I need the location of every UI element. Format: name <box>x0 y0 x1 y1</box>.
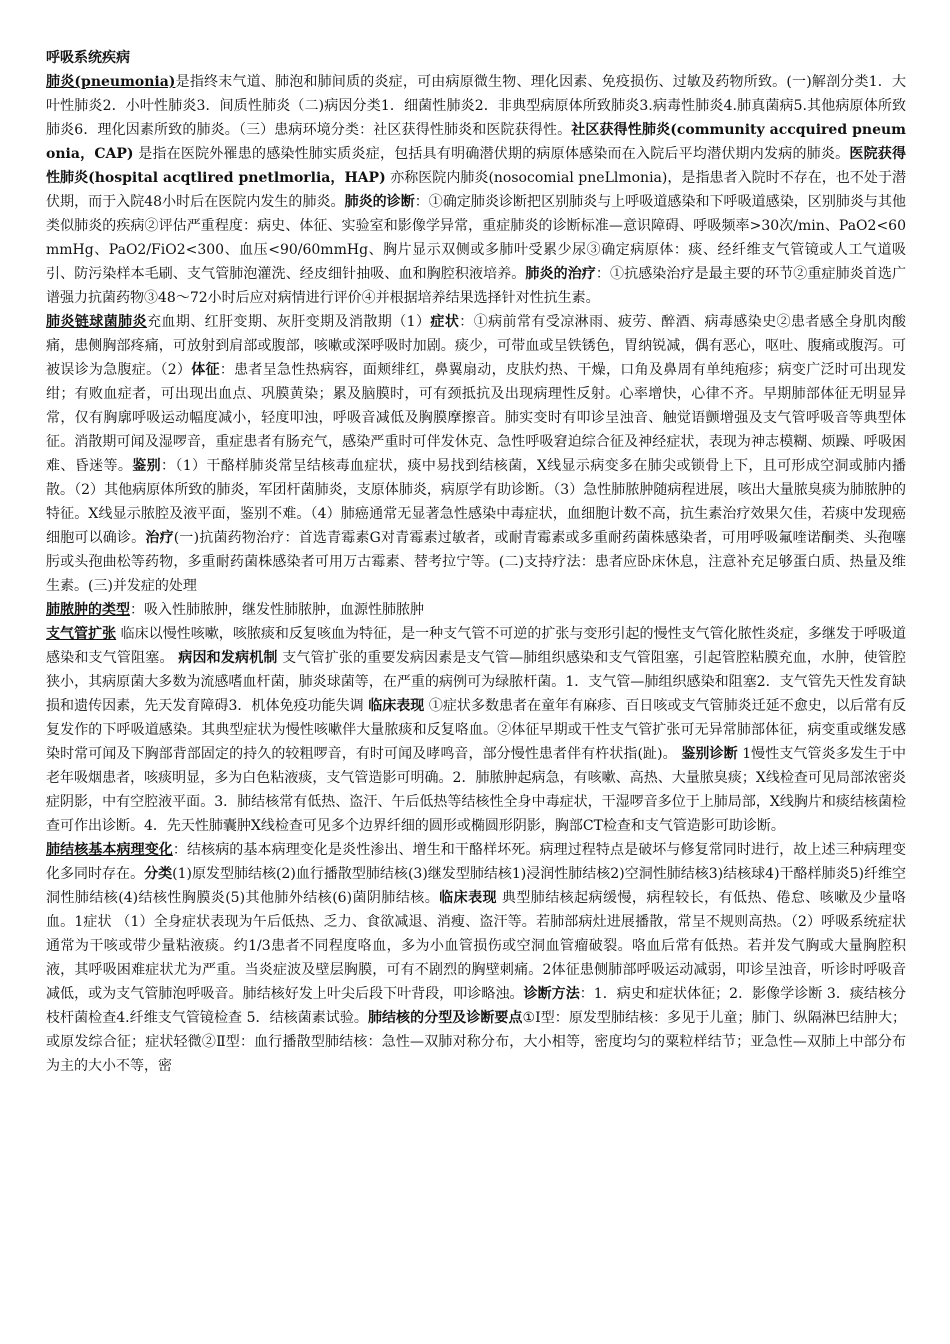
document-title: 呼吸系统疾病 <box>46 50 130 66</box>
paragraph <box>46 838 906 1078</box>
bold-term: 临床表现 <box>368 698 425 714</box>
paragraph <box>46 598 906 622</box>
body-text: ：（1）干酪样肺炎常呈结核毒血症状，痰中易找到结核菌，X线显示病变多在肺尖或锁骨上下，且可形成空洞或肺内播散。（2）其他病原体所致的肺炎，军团杆菌肺炎，支原体肺炎，病原学有助诊断。（3）急性肺脓肿随病程进展，咳出大量脓臭痰为肺脓肿的特征。X线显示脓腔及液平面，鉴别不难。（4）肺癌通常无显著急性感染中毒症状，血细胞计数不高，抗生素治疗效果欠佳，若痰中发现癌细胞可以确诊。 <box>46 458 907 546</box>
body-text: 支气管扩张的重要发病因素是支气管—肺组织感染和支气管阻塞，引起管腔粘膜充血，水肿，使管腔狭小，其病原菌大多数为流感嗜血杆菌，肺炎球菌等，在严重的病例可为绿脓杆菌。1．支气管—肺组织感染和阻塞2．支气管先天性发育缺损和遗传因素，先天发育障碍3．机体免疫功能失调 <box>46 650 907 714</box>
bold-term: 治疗 <box>145 530 174 546</box>
body-text: ①症状多数患者在童年有麻疹、百日咳或支气管肺炎迁延不愈史，以后常有反复发作的下呼吸道感染。其典型症状为慢性咳嗽伴大量脓痰和反复咯血。②体征早期或干性支气管扩张可无异常肺部体征，病变重或继发感染时常可闻及下胸部背部固定的持久的较粗啰音，有时可闻及哮鸣音，部分慢性患者伴有杵状指(趾)。 <box>46 698 907 762</box>
bold-term: 症状 <box>430 314 460 330</box>
body-text: ：①病前常有受凉淋雨、疲劳、醉酒、病毒感染史②患者感全身肌肉酸痛，患侧胸部疼痛，可放射到肩部或腹部，咳嗽或深呼吸时加剧。痰少，可带血或呈铁锈色，胃纳锐减，偶有恶心，呕吐、腹痛或腹泻。可被误诊为急腹症。（2） <box>46 314 907 378</box>
body-text: ：①确定肺炎诊断把区别肺炎与上呼吸道感染和下呼吸道感染，区别肺炎与其他类似肺炎的疾病②评估严重程度：病史、体征、实验室和影像学异常，重症肺炎的诊断标准—意识障碍、呼吸频率>30次/min、PaO2<60mmHg、PaO2/FiO2<300、血压<90/60mmHg、胸片显示双侧或多肺叶受累少尿③确定病原体：痰、经纤维支气管镜或人工气道吸引、防污染样本毛刷、支气管肺泡灌洗、经皮细针抽吸、血和胸腔积液培养。 <box>46 194 906 282</box>
bold-term: 社区获得性肺炎(community accquired pneumonia，CAP) <box>46 122 906 162</box>
body-text: (一)抗菌药物治疗：首选青霉素G对青霉素过敏者，或耐青霉素或多重耐药菌株感染者，可用呼吸氟喹诺酮类、头孢噻肟或头孢曲松等药物，多重耐药菌株感染者可用万古霉素、替考拉宁等。(二)支持疗法：患者应卧床休息，注意补充足够蛋白质、热量及维生素。(三)并发症的处理 <box>46 530 907 594</box>
body-text: 充血期、红肝变期、灰肝变期及消散期（1） <box>146 314 431 330</box>
bold-term: 诊断方法 <box>523 986 580 1002</box>
body-text: (1)原发型肺结核(2)血行播散型肺结核(3)继发型肺结核1)浸润性肺结核2)空洞性肺结核3)结核球4)干酪样肺炎5)纤维空洞性肺结核(4)结核性胸膜炎(5)其他肺外结核(6)菌阴肺结核。 <box>46 866 907 906</box>
section-heading: 肺结核基本病理变化 <box>46 842 173 858</box>
section-heading: 肺炎链球菌肺炎 <box>46 314 147 330</box>
paragraph <box>46 622 906 838</box>
bold-term: 体征 <box>191 362 220 378</box>
bold-term: 临床表现 <box>439 890 497 906</box>
bold-term: 肺炎的诊断 <box>344 194 415 210</box>
body-text: ：吸入性肺脓肿，继发性肺脓肿，血源性肺脓肿 <box>130 602 424 618</box>
body-text: 是指终末气道、肺泡和肺间质的炎症，可由病原微生物、理化因素、免疫损伤、过敏及药物所致。(一)解剖分类1．大叶性肺炎2．小叶性肺炎3．间质性肺炎（二)病因分类1．细菌性肺炎2．非典型病原体所致肺炎3.病毒性肺炎4.肺真菌病5.其他病原体所致肺炎6．理化因素所致的肺炎。（三）患病环境分类：社区获得性肺炎和医院获得性。 <box>46 74 907 138</box>
body-text: ：结核病的基本病理变化是炎性渗出、增生和干酪样坏死。病理过程特点是破坏与修复常同时进行，故上述三种病理变化多同时存在。 <box>46 842 907 882</box>
bold-term: 肺结核的分型及诊断要点 <box>367 1010 523 1026</box>
body-text: 是指在医院外罹患的感染性肺实质炎症，包括具有明确潜伏期的病原体感染而在入院后平均潜伏期内发病的肺炎。 <box>133 146 850 162</box>
document-body <box>46 70 906 1078</box>
body-text: 典型肺结核起病缓慢，病程较长，有低热、倦怠、咳嗽及少量咯血。1症状 （1）全身症状表现为午后低热、乏力、食欲减退、消瘦、盗汗等。若肺部病灶进展播散，常呈不规则高热。（2）呼吸系统症状通常为干咳或带少量粘液痰。约1/3患者不同程度咯血，多为小血管损伤或空洞血管瘤破裂。咯血后常有低热。若并发气胸或大量胸腔积液，其呼吸困难症状尤为严重。当炎症波及壁层胸膜，可有不剧烈的胸壁刺痛。2体征患侧肺部呼吸运动减弱，叩诊呈浊音，听诊时呼吸音减低，或为支气管肺泡呼吸音。肺结核好发上叶尖后段下叶背段，叩诊略浊。 <box>46 890 906 1002</box>
bold-term: 肺炎的治疗 <box>525 266 596 282</box>
paragraph <box>46 310 906 598</box>
body-text: ：1．病史和症状体征；2．影像学诊断 3．痰结核分枝杆菌检查4.纤维支气管镜检查 5．结核菌素试验。 <box>46 986 907 1026</box>
section-heading: 肺炎(pneumonia) <box>46 74 176 90</box>
bold-term: 医院获得性肺炎(hospital acqtlired pnetlmorlia，HAP) <box>46 146 907 186</box>
body-text: ①Ⅰ型：原发型肺结核：多见于儿童；肺门、纵隔淋巴结肿大；或原发综合征；症状轻微②Ⅱ型：血行播散型肺结核：急性—双肺对称分布，大小相等，密度均匀的粟粒样结节；亚急性—双肺上中部分布为主的大小不等，密 <box>46 1010 906 1074</box>
section-heading: 肺脓肿的类型 <box>46 602 130 618</box>
bold-term: 病因和发病机制 <box>178 650 278 666</box>
bold-term: 鉴别 <box>132 458 161 474</box>
body-text: 亦称医院内肺炎(nosocomial pneLlmonia)，是指患者入院时不存在，也不处于潜伏期，而于入院48小时后在医院内发生的肺炎。 <box>46 170 906 210</box>
body-text: 临床以慢性咳嗽，咳脓痰和反复咳血为特征，是一种支气管不可逆的扩张与变形引起的慢性支气管化脓性炎症，多继发于呼吸道感染和支气管阻塞。 <box>46 626 907 666</box>
section-heading: 支气管扩张 <box>46 626 117 642</box>
bold-term: 鉴别诊断 <box>681 746 738 762</box>
bold-term: 分类 <box>144 866 173 882</box>
body-text: 1慢性支气管炎多发生于中老年吸烟患者，咳痰明显，多为白色粘液痰，支气管造影可明确。2．肺脓肿起病急，有咳嗽、高热、大量脓臭痰；X线检查可见局部浓密炎症阴影，中有空腔液平面。3．肺结核常有低热、盗汗、午后低热等结核性全身中毒症状，干湿啰音多位于上肺局部，X线胸片和痰结核菌检查可作出诊断。4．先天性肺囊肿X线检查可见多个边界纤细的圆形或椭圆形阴影，胸部CT检查和支气管造影可助诊断。 <box>46 746 907 834</box>
body-text: ：患者呈急性热病容，面颊绯红，鼻翼扇动，皮肤灼热、干燥，口角及鼻周有单纯疱疹；病变广泛时可出现发绀；有败血症者，可出现出血点、巩膜黄染；累及脑膜时，可有颈抵抗及出现病理性反射。心率增快，心律不齐。早期肺部体征无明显异常，仅有胸廓呼吸运动幅度减小，轻度叩浊，呼吸音减低及胸膜摩擦音。肺实变时有叩诊呈浊音、触觉语颤增强及支气管呼吸音等典型体征。消散期可闻及湿啰音，重症患者有肠充气，感染严重时可伴发休克、急性呼吸窘迫综合征及神经症状，表现为神志模糊、烦躁、呼吸困难、昏迷等。 <box>46 362 907 474</box>
body-text: ：①抗感染治疗是最主要的环节②重症肺炎首选广谱强力抗菌药物③48～72小时后应对病情进行评价④并根据培养结果选择针对性抗生素。 <box>46 266 907 306</box>
paragraph <box>46 70 906 310</box>
